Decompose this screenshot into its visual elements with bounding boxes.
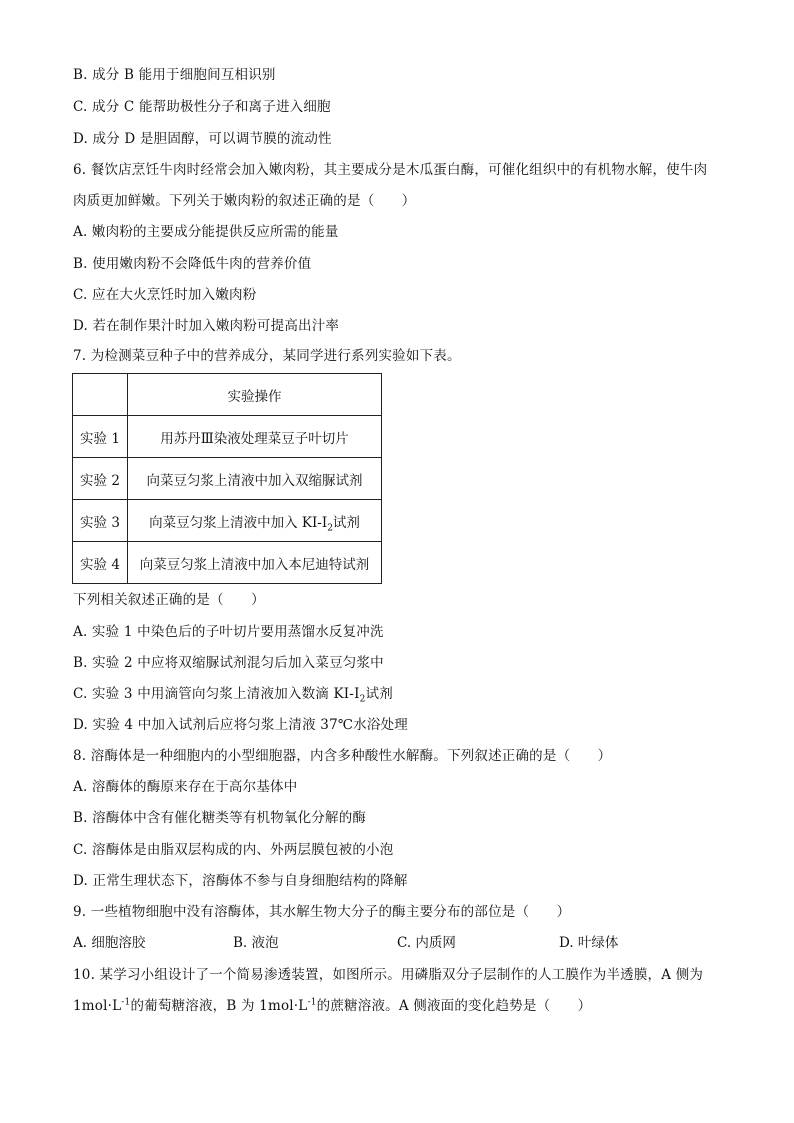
table-row-label: 实验 3 bbox=[73, 500, 128, 542]
q5-option-c: C. 成分 C 能帮助极性分子和离子进入细胞 bbox=[73, 99, 331, 115]
q7-option-b: B. 实验 2 中应将双缩脲试剂混匀后加入菜豆匀浆中 bbox=[73, 655, 384, 671]
q10-stem-line1: 10. 某学习小组设计了一个简易渗透装置，如图所示。用磷脂双分子层制作的人工膜作为半透膜，A 侧为 bbox=[73, 967, 704, 983]
q9-option-b: B. 液泡 bbox=[233, 935, 279, 951]
q8-option-d: D. 正常生理状态下，溶酶体不参与自身细胞结构的降解 bbox=[73, 873, 408, 889]
q9-option-d: D. 叶绿体 bbox=[559, 935, 619, 951]
q7-follow-up: 下列相关叙述正确的是（ ） bbox=[73, 592, 265, 608]
q9-stem: 9. 一些植物细胞中没有溶酶体，其水解生物大分子的酶主要分布的部位是（ ） bbox=[73, 904, 571, 920]
q7-stem: 7. 为检测菜豆种子中的营养成分，某同学进行系列实验如下表。 bbox=[73, 348, 461, 364]
table-row bbox=[73, 416, 382, 458]
q7-option-d: D. 实验 4 中加入试剂后应将匀浆上清液 37℃水浴处理 bbox=[73, 717, 408, 733]
q6-stem-line2: 肉质更加鲜嫩。下列关于嫩肉粉的叙述正确的是（ ） bbox=[73, 193, 416, 209]
table-row bbox=[73, 458, 382, 500]
q8-stem: 8. 溶酶体是一种细胞内的小型细胞器，内含多种酸性水解酶。下列叙述正确的是（ ） bbox=[73, 748, 612, 764]
table-header-cell: 实验操作 bbox=[128, 374, 382, 416]
q6-option-c: C. 应在大火烹饪时加入嫩肉粉 bbox=[73, 287, 257, 303]
table-header-row bbox=[73, 374, 382, 416]
q10-stem-line2: $1mol\cdot L^{-1}$的葡萄糖溶液，B 为 $1mol\cdot L^{-1}$的蔗糖溶液。A 侧液面的变化趋势是（ ） bbox=[73, 997, 592, 1014]
q8-option-a: A. 溶酶体的酶原来存在于高尔基体中 bbox=[73, 779, 298, 795]
q6-option-a: A. 嫩肉粉的主要成分能提供反应所需的能量 bbox=[73, 224, 339, 240]
q9-option-a: A. 细胞溶胶 bbox=[73, 935, 146, 951]
table-row bbox=[73, 542, 382, 584]
q9-options bbox=[73, 934, 733, 952]
experiment-table bbox=[72, 373, 382, 584]
q6-stem-line1: 6. 餐饮店烹饪牛肉时经常会加入嫩肉粉，其主要成分是木瓜蛋白酶，可催化组织中的有机物水解，使牛肉 bbox=[73, 162, 708, 178]
table-row-operation: 向菜豆匀浆上清液中加入双缩脲试剂 bbox=[128, 458, 382, 500]
q6-option-d: D. 若在制作果汁时加入嫩肉粉可提高出汁率 bbox=[73, 318, 340, 334]
table-row-operation: 向菜豆匀浆上清液中加入 $KI-I_2$试剂 bbox=[128, 500, 382, 542]
q5-option-b: B. 成分 B 能用于细胞间互相识别 bbox=[73, 67, 276, 83]
q7-option-c: C. 实验 3 中用滴管向匀浆上清液加入数滴 $KI-I_2$试剂 bbox=[73, 686, 393, 705]
q6-option-b: B. 使用嫩肉粉不会降低牛肉的营养价值 bbox=[73, 256, 312, 272]
table-row-operation: 用苏丹Ⅲ染液处理菜豆子叶切片 bbox=[128, 416, 382, 458]
q7-option-a: A. 实验 1 中染色后的子叶切片要用蒸馏水反复冲洗 bbox=[73, 624, 384, 640]
q5-option-d: D. 成分 D 是胆固醇，可以调节膜的流动性 bbox=[73, 131, 332, 147]
table-header-empty bbox=[73, 374, 128, 416]
q9-option-c: C. 内质网 bbox=[397, 935, 456, 951]
table-row-label: 实验 1 bbox=[73, 416, 128, 458]
table-row bbox=[73, 500, 382, 542]
q8-option-c: C. 溶酶体是由脂双层构成的内、外两层膜包被的小泡 bbox=[73, 842, 394, 858]
table-row-label: 实验 4 bbox=[73, 542, 128, 584]
table-row-operation: 向菜豆匀浆上清液中加入本尼迪特试剂 bbox=[128, 542, 382, 584]
q8-option-b: B. 溶酶体中含有催化糖类等有机物氧化分解的酶 bbox=[73, 810, 367, 826]
table-row-label: 实验 2 bbox=[73, 458, 128, 500]
